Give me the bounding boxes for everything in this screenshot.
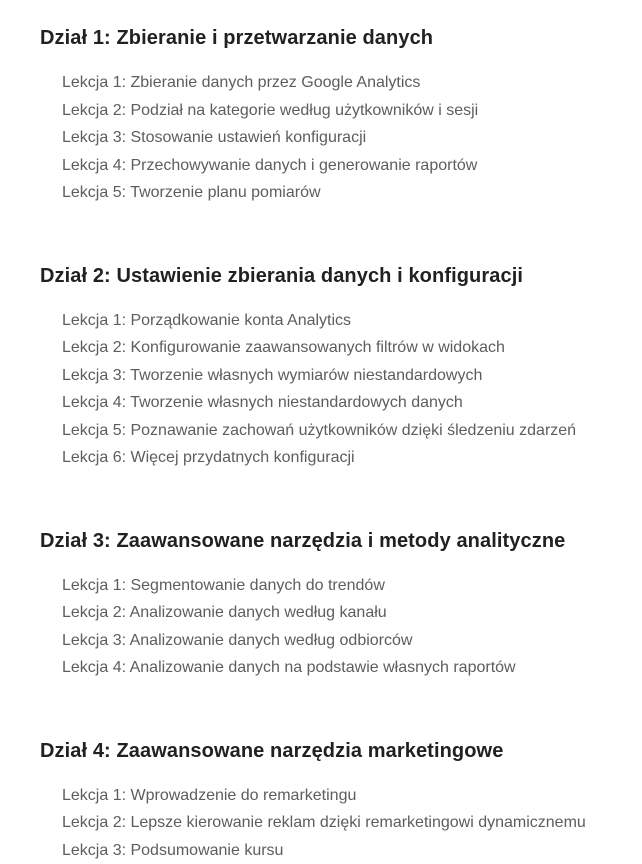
lesson-item: Lekcja 2: Podział na kategorie według użytkowników i sesji [62,97,622,125]
lesson-list [40,572,622,682]
lesson-item: Lekcja 3: Analizowanie danych według odbiorców [62,627,622,655]
lesson-item: Lekcja 6: Więcej przydatnych konfiguracji [62,444,622,472]
course-section-1 [40,26,622,207]
section-title: Dział 4: Zaawansowane narzędzia marketingowe [40,739,622,763]
lesson-item: Lekcja 1: Porządkowanie konta Analytics [62,307,622,335]
lesson-item: Lekcja 1: Wprowadzenie do remarketingu [62,782,622,810]
course-section-2 [40,264,622,472]
lesson-item: Lekcja 2: Analizowanie danych według kanału [62,599,622,627]
lesson-item: Lekcja 5: Poznawanie zachowań użytkowników dzięki śledzeniu zdarzeń [62,417,622,445]
lesson-list [40,782,622,864]
lesson-item: Lekcja 3: Stosowanie ustawień konfiguracji [62,124,622,152]
lesson-item: Lekcja 2: Konfigurowanie zaawansowanych filtrów w widokach [62,334,622,362]
lesson-item: Lekcja 1: Segmentowanie danych do trendów [62,572,622,600]
lesson-item: Lekcja 4: Przechowywanie danych i generowanie raportów [62,152,622,180]
lesson-item: Lekcja 5: Tworzenie planu pomiarów [62,179,622,207]
lesson-item: Lekcja 4: Analizowanie danych na podstawie własnych raportów [62,654,622,682]
course-section-4 [40,739,622,864]
section-title: Dział 1: Zbieranie i przetwarzanie danych [40,26,622,50]
lesson-list [40,69,622,207]
lesson-list [40,307,622,472]
section-title: Dział 3: Zaawansowane narzędzia i metody analityczne [40,529,622,553]
lesson-item: Lekcja 3: Podsumowanie kursu [62,837,622,864]
lesson-item: Lekcja 4: Tworzenie własnych niestandardowych danych [62,389,622,417]
lesson-item: Lekcja 1: Zbieranie danych przez Google Analytics [62,69,622,97]
lesson-item: Lekcja 2: Lepsze kierowanie reklam dzięki remarketingowi dynamicznemu [62,809,622,837]
section-title: Dział 2: Ustawienie zbierania danych i konfiguracji [40,264,622,288]
course-section-3 [40,529,622,682]
lesson-item: Lekcja 3: Tworzenie własnych wymiarów niestandardowych [62,362,622,390]
